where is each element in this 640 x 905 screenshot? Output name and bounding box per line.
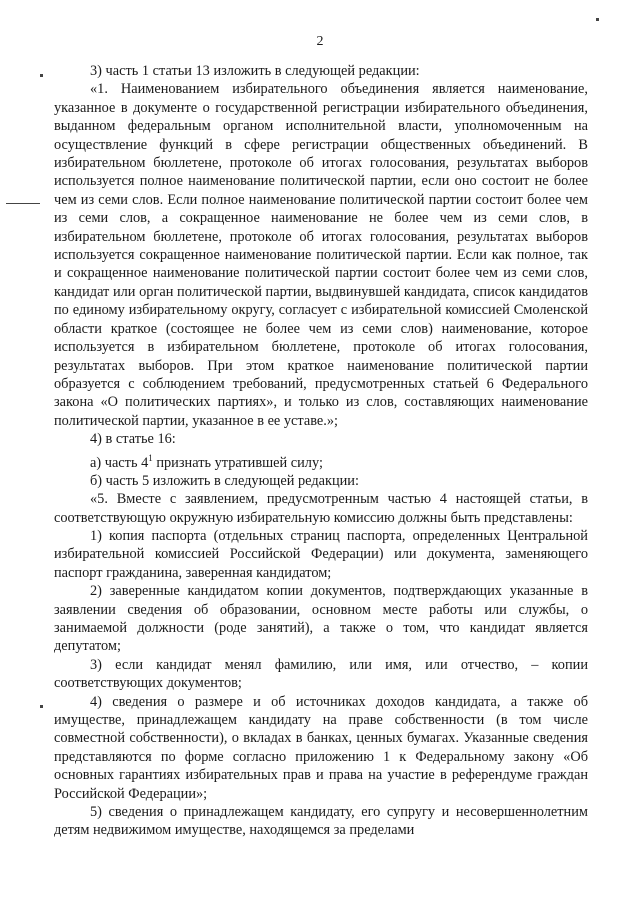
paragraph [54,449,588,472]
document-body [54,62,588,840]
paragraph: б) часть 5 изложить в следующей редакции: [90,472,359,489]
scan-mark [40,74,43,77]
item-a-suffix: признать утратившей силу; [152,454,323,471]
paragraph: 4) в статье 16: [90,431,176,448]
paragraph: 3) если кандидат менял фамилию, или имя, или отчество, – копии соответствующих документов; [54,656,588,692]
paragraph: «1. Наименованием избирательного объединения является наименование, указанное в документе о государственной регистрации избирательного объединения, выданном федеральным органом исполнительной власти, уполномоченным на осуществление функций в сфере регистрации общественных объединений. В избирательном бюллетене, протоколе об итогах голосования, результатах выборов используется полное наименование политической партии, если оно состоит не более чем из семи слов. Если полное наименование политической партии состоит более чем из семи слов, а сокращенное наименование не более чем из семи слов, в избирательном бюллетене, протоколе об итогах голосования, результатах выборов используется сокращенное наименование политической партии. Если как полное, так и сокращенное наименование политической партии состоит более чем из семи слов, кандидат или орган политической партии, выдвинувшей кандидата, список кандидатов по единому избирательному округу, согласует с избирательной комиссией Смоленской области краткое (состоящее не более чем из семи слов) наименование, которое используется в избирательном бюллетене, протоколе об итогах голосования, результатах выборов. При этом краткое наименование политической партии образуется с соблюдением требований, предусмотренных статьей 6 Федерального закона «О политических партиях», и только из слов, составляющих наименование политической партии, указанное в ее уставе.»; [54,81,588,429]
scan-mark [6,203,40,204]
paragraph: 1) копия паспорта (отдельных страниц паспорта, определенных Центральной избирательной комиссией Российской Федерации) или документа, заменяющего паспорт гражданина, заверенная кандидатом; [54,527,588,581]
paragraph: 2) заверенные кандидатом копии документов, подтверждающих указанные в заявлении сведения об образовании, основном месте работы или службы, о занимаемой должности (роде занятий), а также о том, что кандидат является депутатом; [54,583,588,655]
paragraph: 5) сведения о принадлежащем кандидату, его супругу и несовершеннолетним детям недвижимом имуществе, находящемся за пределами [54,804,588,839]
scan-mark [40,705,43,708]
item-a-prefix: а) часть 4 [90,454,149,471]
paragraph: 4) сведения о размере и об источниках доходов кандидата, а также об имуществе, принадлежащем кандидату на праве собственности (в том числе совместной собственности), о вкладах в банках, ценных бумагах. Указанные сведения представляются по форме согласно приложению 1 к Федеральному закону «Об основных гарантиях избирательных прав и права на участие в референдуме граждан Российской Федерации»; [54,693,588,802]
paragraph: 3) часть 1 статьи 13 изложить в следующей редакции: [90,63,420,79]
scan-mark [596,18,599,21]
paragraph: «5. Вместе с заявлением, предусмотренным частью 4 настоящей статьи, в соответствующую окружную избирательную комиссию должны быть представлены: [54,491,588,526]
page-number: 2 [316,34,324,49]
item-a-superscript: 1 [148,452,153,463]
